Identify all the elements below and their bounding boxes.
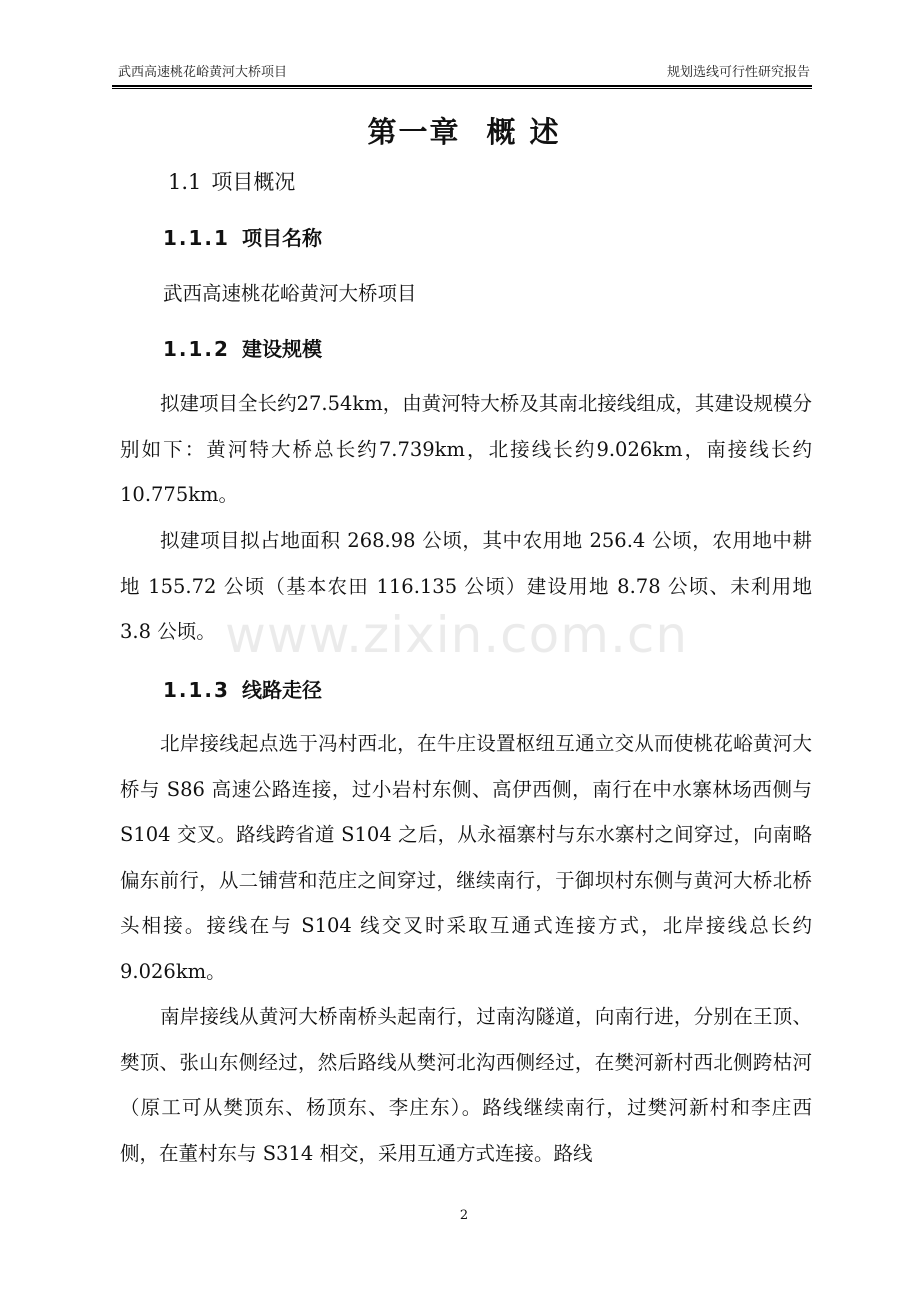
- page-number: 2: [459, 1208, 469, 1223]
- header-divider: [112, 85, 812, 87]
- paragraph: 拟建项目全长约27.54km，由黄河特大桥及其南北接线组成，其建设规模分别如下：黄河特大桥总长约7.739km，北接线长约9.026km，南接线长约10.775km。: [120, 392, 812, 506]
- subsection-heading-name: [163, 224, 322, 252]
- header-left-title: 武西高速桃花峪黄河大桥项目: [118, 65, 288, 80]
- subsection-title: 线路走径: [241, 678, 322, 702]
- subsection-number: 1.1.3: [163, 678, 230, 702]
- chapter-title: [0, 112, 920, 152]
- header-divider-thin: [112, 88, 812, 89]
- paragraph: 北岸接线起点选于冯村西北，在牛庄设置枢纽互通立交从而使桃花峪黄河大桥与 S86 高速公路连接，过小岩村东侧、高伊西侧，南行在中水寨林场西侧与 S104 交叉。路线跨省道 S104 之后，从永福寨村与东水寨村之间穿过，向南略偏东前行，从二铺营和范庄之间穿过，继续南行，于御坝村东侧与黄河大桥北桥头相接。接线在与 S104 线交叉时采取互通式连接方式，北岸接线总长约 9.026km。: [120, 732, 812, 983]
- subsection-number: 1.1.2: [163, 337, 230, 361]
- section-heading: [168, 168, 295, 196]
- subsection-heading-scale: [163, 335, 322, 363]
- subsection-heading-route: [163, 676, 322, 704]
- paragraph: 南岸接线从黄河大桥南桥头起南行，过南沟隧道，向南行进，分别在王顶、樊顶、张山东侧经过，然后路线从樊河北沟西侧经过，在樊河新村西北侧跨枯河（原工可从樊顶东、杨顶东、李庄东）。路线继续南行，过樊河新村和李庄西侧，在董村东与 S314 相交，采用互通方式连接。路线: [120, 1005, 812, 1165]
- section-number: 1.1: [168, 170, 202, 194]
- chapter-number: 第一章: [367, 115, 461, 149]
- subsection-number: 1.1.1: [163, 226, 230, 250]
- section-title: 项目概况: [211, 170, 296, 194]
- subsection-title: 建设规模: [241, 337, 322, 361]
- header-right-title: 规划选线可行性研究报告: [666, 65, 810, 80]
- watermark: www.zixin.com.cn: [225, 606, 689, 664]
- chapter-name: 概 述: [486, 115, 561, 149]
- subsection-title: 项目名称: [241, 226, 322, 250]
- project-name-text: 武西高速桃花峪黄河大桥项目: [163, 282, 417, 305]
- paragraph: 拟建项目拟占地面积 268.98 公顷，其中农用地 256.4 公顷，农用地中耕地 155.72 公顷（基本农田 116.135 公顷）建设用地 8.78 公顷、未利用地 3.8 公顷。: [120, 529, 812, 643]
